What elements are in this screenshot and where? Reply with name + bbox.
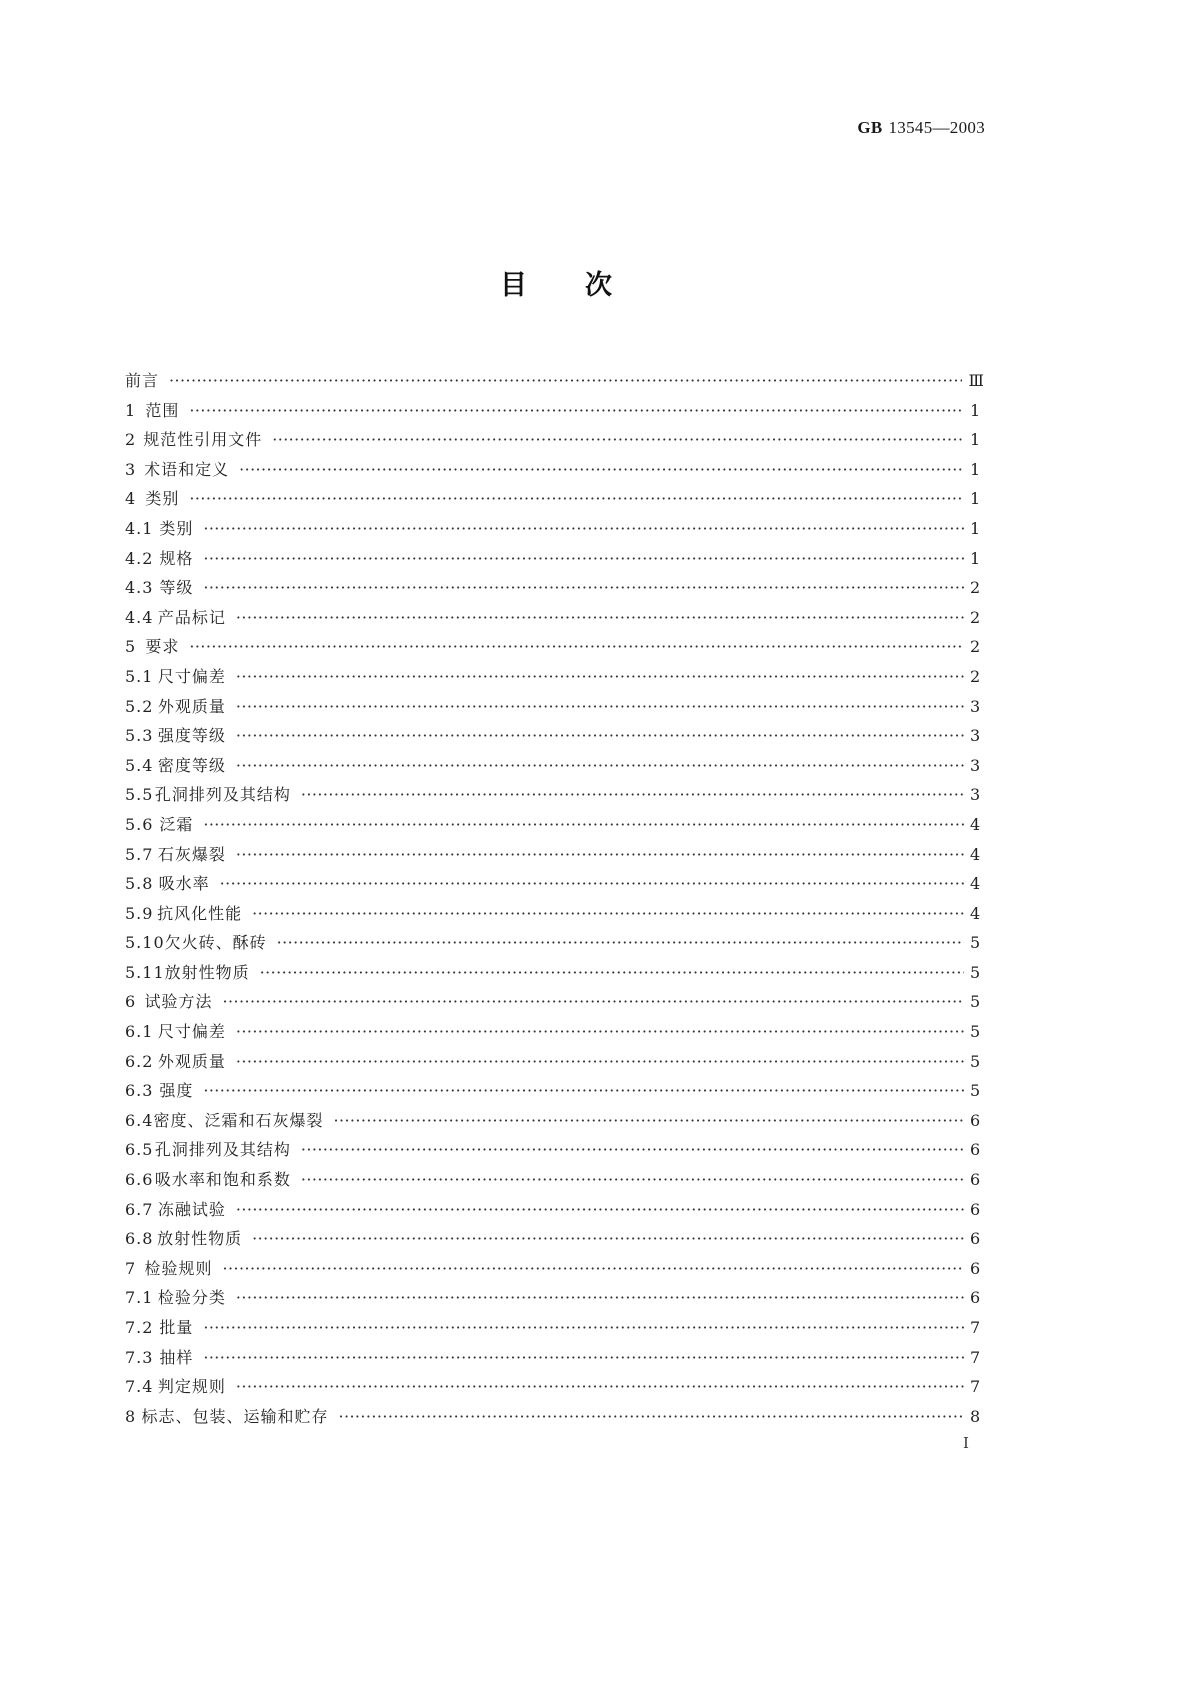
toc-section-label: 标志、包装、运输和贮存 [141,1406,329,1426]
toc-dot-leader [301,1165,964,1195]
toc-page-number: 1 [970,430,981,450]
toc-section-label: 类别 [145,489,180,509]
toc-dot-leader [236,1283,964,1313]
toc-entry[interactable] [125,1402,980,1432]
standard-prefix: GB [857,118,883,137]
toc-section-number: 5.3 [125,726,154,746]
toc-title-char-1: 目 [500,270,527,301]
toc-section-number: 4.3 [125,578,154,598]
toc-dot-leader [223,1254,964,1284]
toc-entry[interactable] [125,987,980,1017]
toc-page-number: 7 [970,1318,981,1337]
toc-page-number: 5 [970,1081,981,1101]
toc-page-number: 5 [970,933,981,953]
toc-entry[interactable] [125,1313,980,1343]
toc-dot-leader [333,1106,964,1136]
toc-section-label: 前言 [125,371,160,390]
toc-dot-leader [260,958,964,988]
toc-section-label: 石灰爆裂 [157,844,226,864]
toc-page-number: 4 [970,874,981,894]
toc-page-number: 2 [970,578,981,598]
toc-page-number: 3 [970,726,981,746]
toc-page-number: 5 [970,962,981,982]
toc-page-number: 6 [970,1229,981,1249]
toc-section-number: 5.4 [125,755,154,775]
toc-dot-leader [252,899,964,929]
toc-entry[interactable] [125,1343,980,1373]
toc-page-number: 6 [970,1288,981,1308]
toc-section-number: 6.6 [125,1170,154,1190]
toc-entry[interactable] [125,840,980,870]
toc-section-number: 6.7 [125,1199,154,1219]
toc-page-number: 4 [970,844,981,864]
toc-section-number: 5.11 [125,962,165,982]
toc-section-number: 7.4 [125,1377,154,1397]
toc-page-number: 2 [970,607,981,627]
toc-dot-leader [301,780,964,810]
toc-entry[interactable] [125,1047,980,1077]
toc-entry[interactable] [125,721,980,751]
toc-dot-leader [203,573,964,603]
toc-dot-leader [203,544,964,574]
table-of-contents [125,366,984,1431]
toc-dot-leader [203,810,964,840]
toc-section-number: 3 [125,459,137,479]
toc-dot-leader [203,1343,964,1373]
toc-section-number: 6.5 [125,1140,154,1160]
toc-section-number: 6.8 [125,1229,154,1249]
toc-dot-leader [236,603,964,633]
toc-section-number: 8 [125,1406,137,1426]
toc-section-number: 5.2 [125,696,154,716]
toc-entry[interactable] [125,544,980,574]
toc-entry[interactable] [125,751,980,781]
toc-section-number: 5.10 [125,933,165,953]
toc-dot-leader [338,1402,964,1432]
toc-section-number: 7 [125,1258,137,1278]
toc-section-label: 欠火砖、酥砖 [164,933,267,953]
toc-page-number: 1 [970,548,981,568]
toc-section-number: 6.4 [125,1110,154,1130]
toc-entry[interactable] [125,1254,980,1284]
toc-entry[interactable] [125,1195,980,1225]
toc-dot-leader [277,928,964,958]
toc-section-label: 吸水率和饱和系数 [154,1170,291,1190]
toc-entry[interactable] [125,958,980,988]
toc-entry[interactable] [125,1372,980,1402]
toc-section-label: 判定规则 [157,1377,226,1397]
toc-section-number: 7.3 [125,1347,154,1367]
toc-dot-leader [236,840,964,870]
toc-section-number: 5.9 [125,903,154,923]
toc-section-label: 检验分类 [157,1288,226,1308]
toc-section-number: 4.2 [125,548,154,568]
toc-page-number: 5 [970,992,981,1012]
toc-section-label: 强度 [159,1081,194,1101]
toc-dot-leader [189,396,964,426]
toc-section-label: 外观质量 [157,1051,226,1071]
toc-dot-leader [236,1372,964,1402]
toc-page-number: 1 [970,459,981,479]
toc-page-number: 6 [970,1199,981,1219]
toc-entry[interactable] [125,692,980,722]
toc-section-number: 5.5 [125,785,154,805]
toc-entry[interactable] [125,425,980,455]
page-number: I [963,1434,969,1452]
toc-dot-leader [203,514,964,544]
toc-page-number: 1 [970,400,981,420]
toc-page-number: 1 [970,489,981,509]
toc-section-label: 孔洞排列及其结构 [154,785,291,805]
toc-section-label: 规格 [159,548,194,568]
toc-entry[interactable] [125,514,980,544]
toc-section-label: 范围 [145,400,180,420]
toc-section-label: 检验规则 [144,1258,213,1278]
standard-number: 13545—2003 [888,118,985,137]
toc-dot-leader [189,632,964,662]
toc-dot-leader [236,751,964,781]
toc-entry[interactable] [125,899,980,929]
toc-entry[interactable] [125,632,980,662]
toc-section-number: 7.2 [125,1318,154,1337]
toc-dot-leader [236,662,964,692]
toc-section-label: 要求 [145,637,180,657]
toc-section-number: 5.1 [125,666,154,686]
toc-dot-leader [203,1076,964,1106]
toc-section-number: 6 [125,992,137,1012]
toc-entry[interactable] [125,573,980,603]
toc-dot-leader [169,366,962,396]
toc-section-label: 抗风化性能 [157,903,243,923]
toc-page-number: Ⅲ [968,371,984,390]
toc-section-label: 尺寸偏差 [157,666,226,686]
toc-page-number: 2 [970,666,981,686]
toc-entry[interactable] [125,810,980,840]
toc-entry[interactable] [125,396,980,426]
toc-section-number: 4 [125,489,137,509]
toc-section-label: 等级 [159,578,194,598]
toc-dot-leader [220,869,964,899]
toc-section-number: 2 [125,430,137,450]
toc-page-number: 6 [970,1110,981,1130]
toc-page-number: 5 [970,1022,981,1042]
toc-entry[interactable] [125,1165,980,1195]
toc-section-number: 5.7 [125,844,154,864]
toc-page-number: 6 [970,1170,981,1190]
toc-dot-leader [223,987,964,1017]
toc-page-number: 8 [970,1406,981,1426]
toc-page-number: 6 [970,1258,981,1278]
toc-page-number: 3 [970,755,981,775]
toc-section-label: 术语和定义 [144,459,230,479]
toc-page-number: 4 [970,903,981,923]
toc-section-number: 5 [125,637,137,657]
toc-section-label: 孔洞排列及其结构 [154,1140,291,1160]
toc-section-label: 放射性物质 [164,962,250,982]
toc-entry[interactable] [125,1283,980,1313]
toc-entry[interactable] [125,1224,980,1254]
toc-dot-leader [301,1135,964,1165]
toc-section-label: 尺寸偏差 [157,1022,226,1042]
toc-section-number: 1 [125,400,137,420]
toc-entry[interactable] [125,1135,980,1165]
toc-section-label: 泛霜 [159,814,194,834]
toc-page-number: 2 [970,637,981,657]
toc-section-label: 规范性引用文件 [143,430,263,450]
toc-entry[interactable] [125,455,980,485]
toc-section-number: 5.8 [125,874,154,894]
toc-dot-leader [239,455,964,485]
toc-title [500,263,612,302]
toc-entry[interactable] [125,928,980,958]
toc-dot-leader [236,692,964,722]
toc-dot-leader [189,484,964,514]
toc-section-number: 6.2 [125,1051,154,1071]
toc-section-label: 密度、泛霜和石灰爆裂 [153,1110,324,1130]
toc-page-number: 1 [970,518,981,538]
toc-entry[interactable] [125,1106,980,1136]
toc-section-label: 试验方法 [144,992,213,1012]
toc-entry[interactable] [125,662,980,692]
toc-section-number: 7.1 [125,1288,154,1308]
toc-entry[interactable] [125,1017,980,1047]
toc-entry[interactable] [125,484,980,514]
toc-dot-leader [236,1047,964,1077]
toc-section-label: 放射性物质 [157,1229,243,1249]
toc-page-number: 4 [970,814,981,834]
toc-section-number: 6.3 [125,1081,154,1101]
toc-page-number: 3 [970,696,981,716]
toc-section-number: 5.6 [125,814,154,834]
toc-section-label: 外观质量 [157,696,226,716]
toc-section-label: 类别 [159,518,194,538]
toc-dot-leader [203,1313,964,1343]
toc-entry[interactable] [125,780,980,810]
toc-section-number: 4.4 [125,607,154,627]
toc-page-number: 6 [970,1140,981,1160]
toc-section-label: 密度等级 [157,755,226,775]
toc-dot-leader [272,425,964,455]
toc-title-char-2: 次 [585,270,612,301]
toc-dot-leader [236,1195,964,1225]
toc-entry[interactable] [125,1076,980,1106]
toc-page-number: 7 [970,1377,981,1397]
toc-section-label: 强度等级 [157,726,226,746]
toc-section-number: 6.1 [125,1022,154,1042]
toc-page-number: 7 [970,1347,981,1367]
toc-section-label: 吸水率 [158,874,210,894]
toc-entry[interactable] [125,869,980,899]
toc-dot-leader [236,1017,964,1047]
toc-section-number: 4.1 [125,518,154,538]
toc-dot-leader [252,1224,964,1254]
toc-page-number: 5 [970,1051,981,1071]
toc-entry[interactable] [125,366,984,396]
toc-section-label: 冻融试验 [157,1199,226,1219]
toc-entry[interactable] [125,603,980,633]
toc-section-label: 批量 [159,1318,194,1337]
toc-dot-leader [236,721,964,751]
toc-section-label: 抽样 [159,1347,194,1367]
toc-section-label: 产品标记 [157,607,226,627]
standard-code [857,118,985,138]
toc-page-number: 3 [970,785,981,805]
